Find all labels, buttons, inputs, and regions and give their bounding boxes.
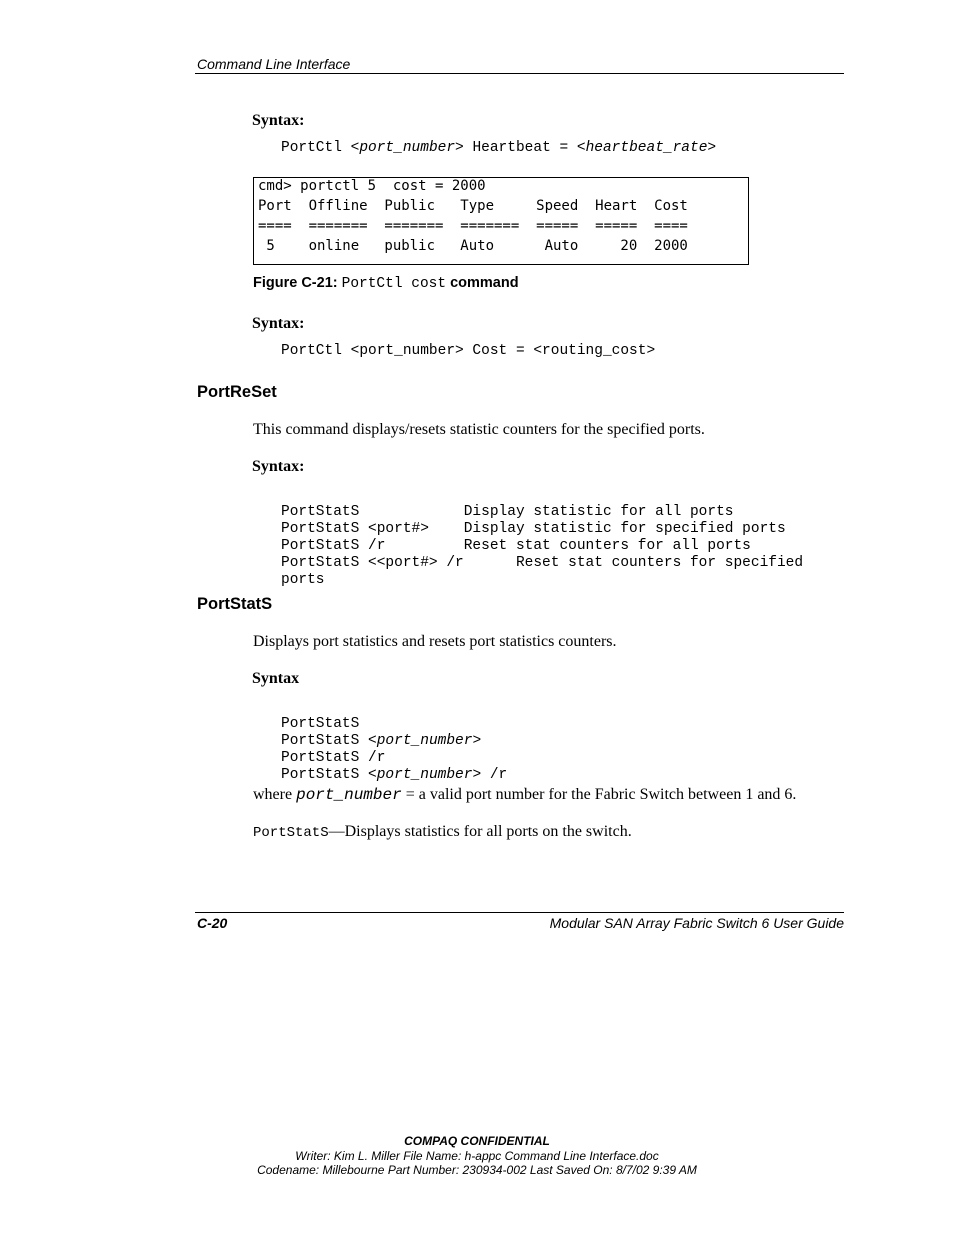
section-heading-portstats: PortStatS — [197, 595, 273, 613]
where-arg: port_number — [296, 786, 402, 804]
code-line: PortStatS <port#> Display statistic for specified ports — [281, 521, 786, 537]
code-arg: <port_number> — [368, 767, 482, 783]
figure-caption — [253, 275, 519, 292]
syntax-label: Syntax — [252, 670, 300, 687]
where-clause — [253, 786, 796, 804]
footer-rule — [195, 912, 844, 913]
figure-label: Figure C-21: — [253, 275, 342, 291]
page-number: C-20 — [197, 915, 228, 931]
code-flag: /r — [489, 767, 508, 783]
where-suffix: = a valid port number for the Fabric Switch between 1 and 6. — [401, 786, 797, 803]
code-line: PortStatS <<port#> /r Reset stat counters for specified — [281, 555, 804, 571]
code-cmd: PortStatS — [281, 767, 360, 783]
figure-code: PortCtl cost — [341, 276, 447, 292]
terminal-figure — [253, 177, 749, 265]
code-line — [281, 733, 507, 750]
code-line — [281, 716, 507, 733]
code-cmd: PortCtl — [281, 140, 351, 156]
code-arg: <heartbeat_rate> — [576, 140, 717, 156]
code-flag: /r — [368, 750, 386, 766]
code-cmd: PortStatS — [281, 733, 360, 749]
syntax-heartbeat — [281, 140, 716, 157]
running-header: Command Line Interface — [197, 56, 351, 72]
guide-title: Modular SAN Array Fabric Switch 6 User Guide — [549, 915, 844, 931]
code-arg: <port_number> — [350, 140, 464, 156]
portreset-description: This command displays/resets statistic counters for the specified ports. — [253, 421, 705, 438]
note-code: PortStatS — [253, 825, 329, 841]
code-line: PortStatS Display statistic for all ports — [281, 504, 734, 520]
section-heading-portreset: PortReSet — [197, 383, 277, 401]
terminal-line: 5 online public Auto Auto 20 2000 — [258, 238, 688, 254]
portstats-description: Displays port statistics and resets port statistics counters. — [253, 633, 617, 650]
figure-suffix: command — [446, 275, 519, 291]
code-cmd: PortStatS — [281, 716, 360, 732]
code-mid: Heartbeat = — [463, 140, 577, 156]
confidential-codename: Codename: Millebourne Part Number: 230934-002 Last Saved On: 8/7/02 9:39 AM — [257, 1163, 697, 1177]
portstats-note — [253, 823, 632, 841]
terminal-line: Port Offline Public Type Speed Heart Cost — [258, 198, 688, 214]
code-line — [281, 750, 507, 767]
portreset-syntax-block — [281, 487, 803, 606]
code-line: PortStatS /r Reset stat counters for all ports — [281, 538, 751, 554]
code-arg: <port_number> — [368, 733, 482, 749]
syntax-cost: PortCtl <port_number> Cost = <routing_cost> — [281, 343, 656, 359]
syntax-label: Syntax: — [252, 458, 305, 475]
syntax-label: Syntax: — [252, 112, 305, 129]
code-line: ports — [281, 572, 325, 588]
terminal-line: ==== ======= ======= ======= ===== ===== ==== — [258, 218, 688, 234]
terminal-line: cmd> portctl 5 cost = 2000 — [258, 178, 486, 194]
note-text: —Displays statistics for all ports on the switch. — [328, 823, 632, 840]
code-cmd: PortStatS — [281, 750, 360, 766]
header-rule — [195, 73, 844, 74]
code-line — [281, 767, 507, 784]
confidential-writer: Writer: Kim L. Miller File Name: h-appc Command Line Interface.doc — [295, 1149, 659, 1163]
confidential-title: COMPAQ CONFIDENTIAL — [404, 1134, 550, 1148]
where-prefix: where — [253, 786, 297, 803]
syntax-label: Syntax: — [252, 315, 305, 332]
